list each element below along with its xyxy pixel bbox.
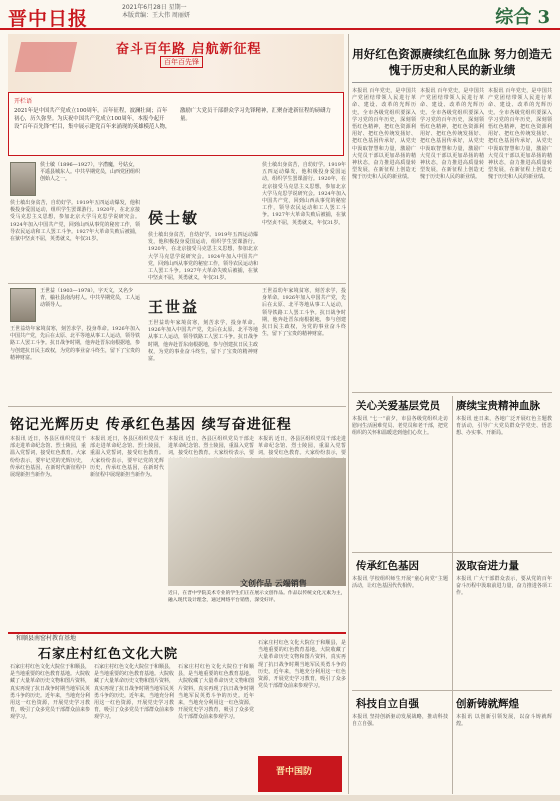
column-divider [452, 396, 453, 794]
body-main-2: 本报讯 百年党史，是中国共产党团结带领人民进行革命、建设、改革的光辉历史。全市各级党组织要深入学习党的百年历史，深刻领悟红色精神，把红色资源利用好、把红色传统发扬好、把红色基因传承好，从党史中汲取智慧和力量，激励广大党员干部以更加昂扬的精神状态，奋力推进高质量转型发展，在新征程上创造无愧于历史和人民的新业绩。 [420, 88, 484, 181]
editor-note [8, 92, 344, 156]
news-photo [168, 458, 346, 586]
body-village-4: 石家庄村红色文化大院位于和顺县，是当地重要的红色教育基地。大院收藏了大量革命历史文物和图片资料，真实再现了抗日战争时期当地军民英勇斗争的历史。近年来，当地充分利用这一红色资源，开展党史学习教育，吸引了众多党员干部群众前来参观学习。 [258, 640, 346, 690]
body-chuangxin: 本报讯 以创新引领发展，以奋斗铸就辉煌。 [456, 714, 552, 728]
headline-chuangxin: 创新铸就辉煌 [456, 698, 519, 710]
headline-guanxin: 关心关爱基层党员 [356, 400, 440, 412]
body-guanxin: 本报讯 “七一”前夕，市县各级党组织走访慰问生活困难党员、老党员和老干部，把党组织的关怀和温暖送到他们心坎上。 [352, 416, 448, 437]
issue-date: 2021年6月28日 星期一 [122, 4, 187, 11]
issue-editors: 本版责编：王大伟 周丽妍 [122, 12, 190, 19]
headline-mingji: 铭记光辉历史 传承红色基因 续写奋进征程 [10, 417, 292, 433]
note-tag: 开栏语 [14, 98, 33, 105]
portrait-wang [10, 288, 36, 322]
divider [8, 283, 346, 284]
divider [8, 406, 346, 407]
body-village-3: 石家庄村红色文化大院位于和顺县，是当地重要的红色教育基地。大院收藏了大量革命历史文物和图片资料，真实再现了抗日战争时期当地军民英勇斗争的历史。近年来，当地充分利用这一红色资源，开展党史学习教育，吸引了众多党员干部群众前来参观学习。 [178, 664, 254, 721]
banner-subtitle: 百年百先锋 [160, 56, 203, 68]
divider [352, 690, 552, 691]
title-hou: 侯士敏 [148, 209, 200, 227]
divider [352, 392, 552, 393]
portrait-hou [10, 162, 36, 196]
note-text: 2021年是中国共产党成立100周年。百年征程，波澜壮阔；百年初心，历久弥坚。为庆祝中国共产党成立100周年，本报今起开设“百年百先锋”栏目，集中展示建党百年来涌现的英雄模范人物，激励广大党员干部群众学习先锋精神，汇聚奋进新征程的磅礴力量。 [14, 108, 331, 130]
section-title: 综合 3 [495, 7, 550, 28]
caption-wang: 王世益（1903—1978），字天文，又名少青，榆社县南沟村人。中共早期党员，工人运动领导人。 [40, 288, 141, 308]
body-hou-2: 侯士敏出身贫苦，自幼好学。1919年五四运动爆发，他积极投身爱国运动，组织学生罢课游行。1920年，在北京接受马克思主义思想，参加北京大学马克思学说研究会。1924年加入中国共产党，回到山西从事党的秘密工作，领导农民运动和工人罢工斗争。1927年大革命失败后被捕，在狱中坚贞不屈，英勇就义，年仅31岁。 [148, 232, 259, 282]
caption-hou: 侯士敏（1896—1927），字潜魔，号姑女，平遥县城东人。中共早期党员，山西党团组织创始人之一。 [40, 162, 141, 182]
body-village-1: 石家庄村红色文化大院位于和顺县，是当地重要的红色教育基地。大院收藏了大量革命历史文物和图片资料，真实再现了抗日战争时期当地军民英勇斗争的历史。近年来，当地充分利用这一红色资源，开展党史学习教育，吸引了众多党员干部群众前来参观学习。 [10, 664, 91, 721]
body-main-3: 本报讯 百年党史，是中国共产党团结带领人民进行革命、建设、改革的光辉历史。全市各级党组织要深入学习党的百年历史，深刻领悟红色精神，把红色资源利用好、把红色传统发扬好、把红色基因传承好，从党史中汲取智慧和力量，激励广大党员干部以更加昂扬的精神状态，奋力推进高质量转型发展，在新征程上创造无愧于历史和人民的新业绩。 [488, 88, 552, 181]
divider [352, 552, 552, 553]
body-chuancheng: 本报讯 学校组织师生开展“童心向党”主题活动，让红色基因代代相传。 [352, 576, 448, 590]
headline-chuancheng: 传承红色基因 [356, 560, 419, 572]
village-title: 石家庄村红色文化大院 [38, 647, 179, 662]
newspaper-logo: 晋中日报 [8, 8, 89, 30]
headline-jicheng: 赓续宝贵精神血脉 [456, 400, 540, 412]
body-wang-3: 王世益幼年家境贫寒，刻苦求学，投身革命。1926年加入中国共产党，先后在太原、北平等地从事工人运动，领导铁路工人罢工斗争。抗日战争时期，他奔赴晋东南根据地，参与创建抗日民主政权，为党的事业奋斗终生，留下了宝贵的精神财富。 [262, 288, 346, 338]
headline-keji: 科技自立自强 [356, 698, 419, 710]
ad-block [258, 756, 342, 792]
issue-info [122, 4, 190, 20]
ad-text: 晋中国防 [276, 767, 313, 777]
column-divider [348, 34, 349, 794]
body-main-1: 本报讯 百年党史，是中国共产党团结带领人民进行革命、建设、改革的光辉历史。全市各级党组织要深入学习党的百年历史，深刻领悟红色精神，把红色资源利用好、把红色传统发扬好、把红色基因传承好，从党史中汲取智慧和力量，激励广大党员干部以更加昂扬的精神状态，奋力推进高质量转型发展，在新征程上创造无愧于历史和人民的新业绩。 [352, 88, 416, 181]
masthead [0, 0, 560, 30]
page-footer-band [0, 795, 560, 801]
headline-jiqu: 汲取奋进力量 [456, 560, 519, 572]
photo-caption: 近日，在晋中学院美术专业的学生们正在展示文创作品。作品以传统文化元素为主，融入现代设计理念，通过网络平台销售，深受好评。 [168, 591, 346, 603]
village-kicker: 和顺县南窑村教育基地 [16, 635, 77, 642]
body-village-2: 石家庄村红色文化大院位于和顺县，是当地重要的红色教育基地。大院收藏了大量革命历史文物和图片资料，真实再现了抗日战争时期当地军民英勇斗争的历史。近年来，当地充分利用这一红色资源，开展党史学习教育，吸引了众多党员干部群众前来参观学习。 [94, 664, 175, 721]
body-keji: 本报讯 坚持创新驱动发展战略，推动科技自立自强。 [352, 714, 448, 728]
body-mingji-1: 本报讯 近日，各县区组织党员干部走进革命纪念馆、烈士陵园，重温入党誓词，接受红色教育。大家纷纷表示，要牢记党的光辉历史，传承红色基因，在新时代新征程中展现新担当新作为。 [10, 436, 86, 479]
headline-main-right: 用好红色资源赓续红色血脉 努力创造无愧于历史和人民的新业绩 [352, 47, 552, 77]
photo-title: 文创作品 云端销售 [240, 578, 307, 588]
body-hou-3: 侯士敏出身贫苦，自幼好学。1919年五四运动爆发，他积极投身爱国运动，组织学生罢课游行。1920年，在北京接受马克思主义思想，参加北京大学马克思学说研究会。1924年加入中国共产党，回到山西从事党的秘密工作，领导农民运动和工人罢工斗争。1927年大革命失败后被捕，在狱中坚贞不屈，英勇就义，年仅31岁。 [262, 162, 346, 226]
body-mingji-2: 本报讯 近日，各县区组织党员干部走进革命纪念馆、烈士陵园，重温入党誓词，接受红色教育。大家纷纷表示，要牢记党的光辉历史，传承红色基因，在新时代新征程中展现新担当新作为。 [90, 436, 164, 479]
body-jicheng: 本报讯 连日来，各地广泛开展红色主题教育活动，引导广大党员群众学党史、悟思想、办实事、开新局。 [456, 416, 552, 437]
divider [352, 82, 552, 83]
body-wang-1: 王世益幼年家境贫寒，刻苦求学，投身革命。1926年加入中国共产党，先后在太原、北平等地从事工人运动，领导铁路工人罢工斗争。抗日战争时期，他奔赴晋东南根据地，参与创建抗日民主政权，为党的事业奋斗终生，留下了宝贵的精神财富。 [10, 326, 141, 361]
body-hou-1: 侯士敏出身贫苦，自幼好学。1919年五四运动爆发，他积极投身爱国运动，组织学生罢课游行。1920年，在北京接受马克思主义思想，参加北京大学马克思学说研究会。1924年加入中国共产党，回到山西从事党的秘密工作，领导农民运动和工人罢工斗争。1927年大革命失败后被捕，在狱中坚贞不屈，英勇就义，年仅31岁。 [10, 200, 140, 243]
body-mingji-3: 本报讯 近日，各县区组织党员干部走进革命纪念馆、烈士陵园，重温入党誓词，接受红色教育。大家纷纷表示，要 [168, 436, 254, 457]
flag-graphic [15, 42, 77, 72]
banner-slogan: 奋斗百年路 启航新征程 [116, 42, 262, 57]
body-wang-2: 王世益幼年家境贫寒，刻苦求学，投身革命。1926年加入中国共产党，先后在太原、北平等地从事工人运动，领导铁路工人罢工斗争。抗日战争时期，他奔赴晋东南根据地，参与创建抗日民主政权，为党的事业奋斗终生，留下了宝贵的精神财富。 [148, 320, 259, 363]
body-mingji-4: 本报讯 近日，各县区组织党员干部走进革命纪念馆、烈士陵园，重温入党誓词，接受红色教育。大家纷纷表示，要 [258, 436, 346, 457]
title-wang: 王世益 [148, 298, 200, 316]
body-jiqu: 本报讯 广大干部群众表示，要从党的百年奋斗历程中汲取前进力量，奋力推进各项工作。 [456, 576, 552, 597]
